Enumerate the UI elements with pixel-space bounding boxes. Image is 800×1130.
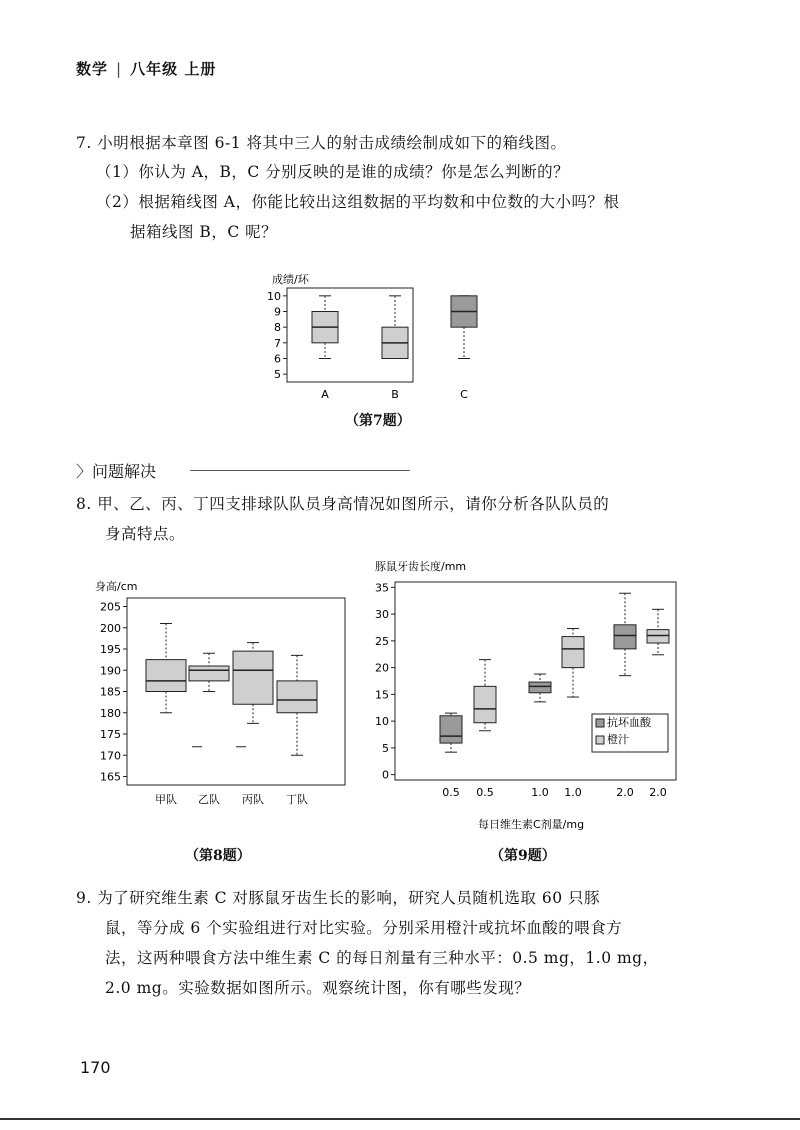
chart0-ylabel: 成绩/环 [272,273,309,286]
chart2-box [647,630,669,643]
chart2-ytick-label: 15 [375,688,389,702]
chart2-box [562,637,584,668]
chart2-box [440,716,462,743]
chart0-ytick-label: 9 [274,305,281,319]
chart1-ytick-label: 170 [100,749,121,763]
chart2-legend-label: 抗坏血酸 [607,716,651,729]
chart0-ytick-label: 6 [274,352,281,366]
chart1-category-label: 乙队 [198,793,220,806]
header-volume: 上册 [184,60,217,78]
chart0-category-label: B [391,388,399,401]
chart2-ytick-label: 0 [382,768,389,782]
chart1-ytick-label: 195 [100,643,121,656]
chart1-ylabel: 身高/cm [95,580,138,593]
chart2-box [529,682,551,693]
chart2-category-label: 0.5 [442,786,460,799]
chart1-box [146,660,186,692]
chart1-category-label: 甲队 [155,793,177,806]
chart1-category-label: 丁队 [286,793,308,806]
q7-line-2: （1）你认为 A，B，C 分别反映的是谁的成绩？你是怎么判断的？ [96,163,570,181]
chart2-ytick-label: 30 [375,608,389,622]
q9-line-3: 法，这两种喂食方法中维生素 C 的每日剂量有三种水平：0.5 mg，1.0 mg， [105,949,659,967]
chart2-legend-label: 橙汁 [607,733,629,746]
section-title-text: 问题解决 [92,462,157,481]
chart1-ytick-label: 200 [100,621,121,635]
chart2-legend-swatch [596,719,604,727]
q8-caption: （第8题） [185,848,251,864]
chart1-ytick-label: 190 [100,664,121,678]
q9-line-1: 9. 为了研究维生素 C 对豚鼠牙齿生长的影响，研究人员随机选取 60 只豚 [76,889,601,907]
page-number: 170 [80,1058,111,1077]
chart1-category-label: 丙队 [242,793,264,806]
chart1-box [277,681,317,713]
chart0-category-label: C [460,388,468,401]
chart2-box [614,625,636,649]
q7-line-4: 据箱线图 B，C 呢？ [130,223,278,241]
chart1-ytick-label: 185 [100,685,121,699]
chart2-category-label: 1.0 [531,786,549,799]
chart1-ytick-label: 165 [100,770,121,784]
q9-line-4: 2.0 mg。实验数据如图所示。观察统计图，你有哪些发现？ [105,979,531,997]
chart2-category-label: 2.0 [616,786,634,799]
q9-line-2: 鼠，等分成 6 个实验组进行对比实验。分别采用橙汁或抗坏血酸的喂食方 [105,919,623,937]
chart2-category-label: 2.0 [649,786,667,799]
chart0-ytick-label: 10 [267,289,281,303]
chart2-box [474,686,496,722]
chart0-ytick-label: 7 [274,336,281,350]
q8-line-2: 身高特点。 [105,525,186,543]
chart2-ytick-label: 10 [375,715,389,729]
q8-line-1: 8. 甲、乙、丙、丁四支排球队队员身高情况如图所示，请你分析各队队员的 [76,495,610,513]
chart1-ytick-label: 180 [100,706,121,720]
chart2-ytick-label: 5 [382,741,389,755]
chart1-box [233,651,273,704]
chart0-ytick-label: 5 [274,368,281,382]
q7-line-1: 7. 小明根据本章图 6-1 将其中三人的射击成绩绘制成如下的箱线图。 [76,134,567,152]
chart2-category-label: 1.0 [564,786,582,799]
header-grade: 八年级 [130,60,179,78]
chart1-ytick-label: 205 [100,600,121,614]
chart2-xlabel: 每日维生素C剂量/mg [478,818,585,831]
q7-line-3: （2）根据箱线图 A，你能比较出这组数据的平均数和中位数的大小吗？根 [96,193,620,211]
chart2-ytick-label: 25 [375,634,389,648]
chart0-ytick-label: 8 [274,321,281,335]
chart2-ytick-label: 20 [375,661,389,675]
header-separator: | [116,60,123,78]
section-title: 〉问题解决 [76,462,157,481]
chart2-ytick-label: 35 [375,581,389,595]
q9-caption: （第9题） [490,848,556,864]
chart1-ytick-label: 175 [100,728,121,741]
chart2-category-label: 0.5 [476,786,494,799]
chart1-box [189,666,229,681]
q7-caption: （第7题） [345,413,411,429]
header-subject: 数学 [76,60,109,78]
chart0-category-label: A [321,388,329,401]
chart2-ylabel: 豚鼠牙齿长度/mm [375,560,467,573]
chart2-legend-swatch [596,736,604,744]
